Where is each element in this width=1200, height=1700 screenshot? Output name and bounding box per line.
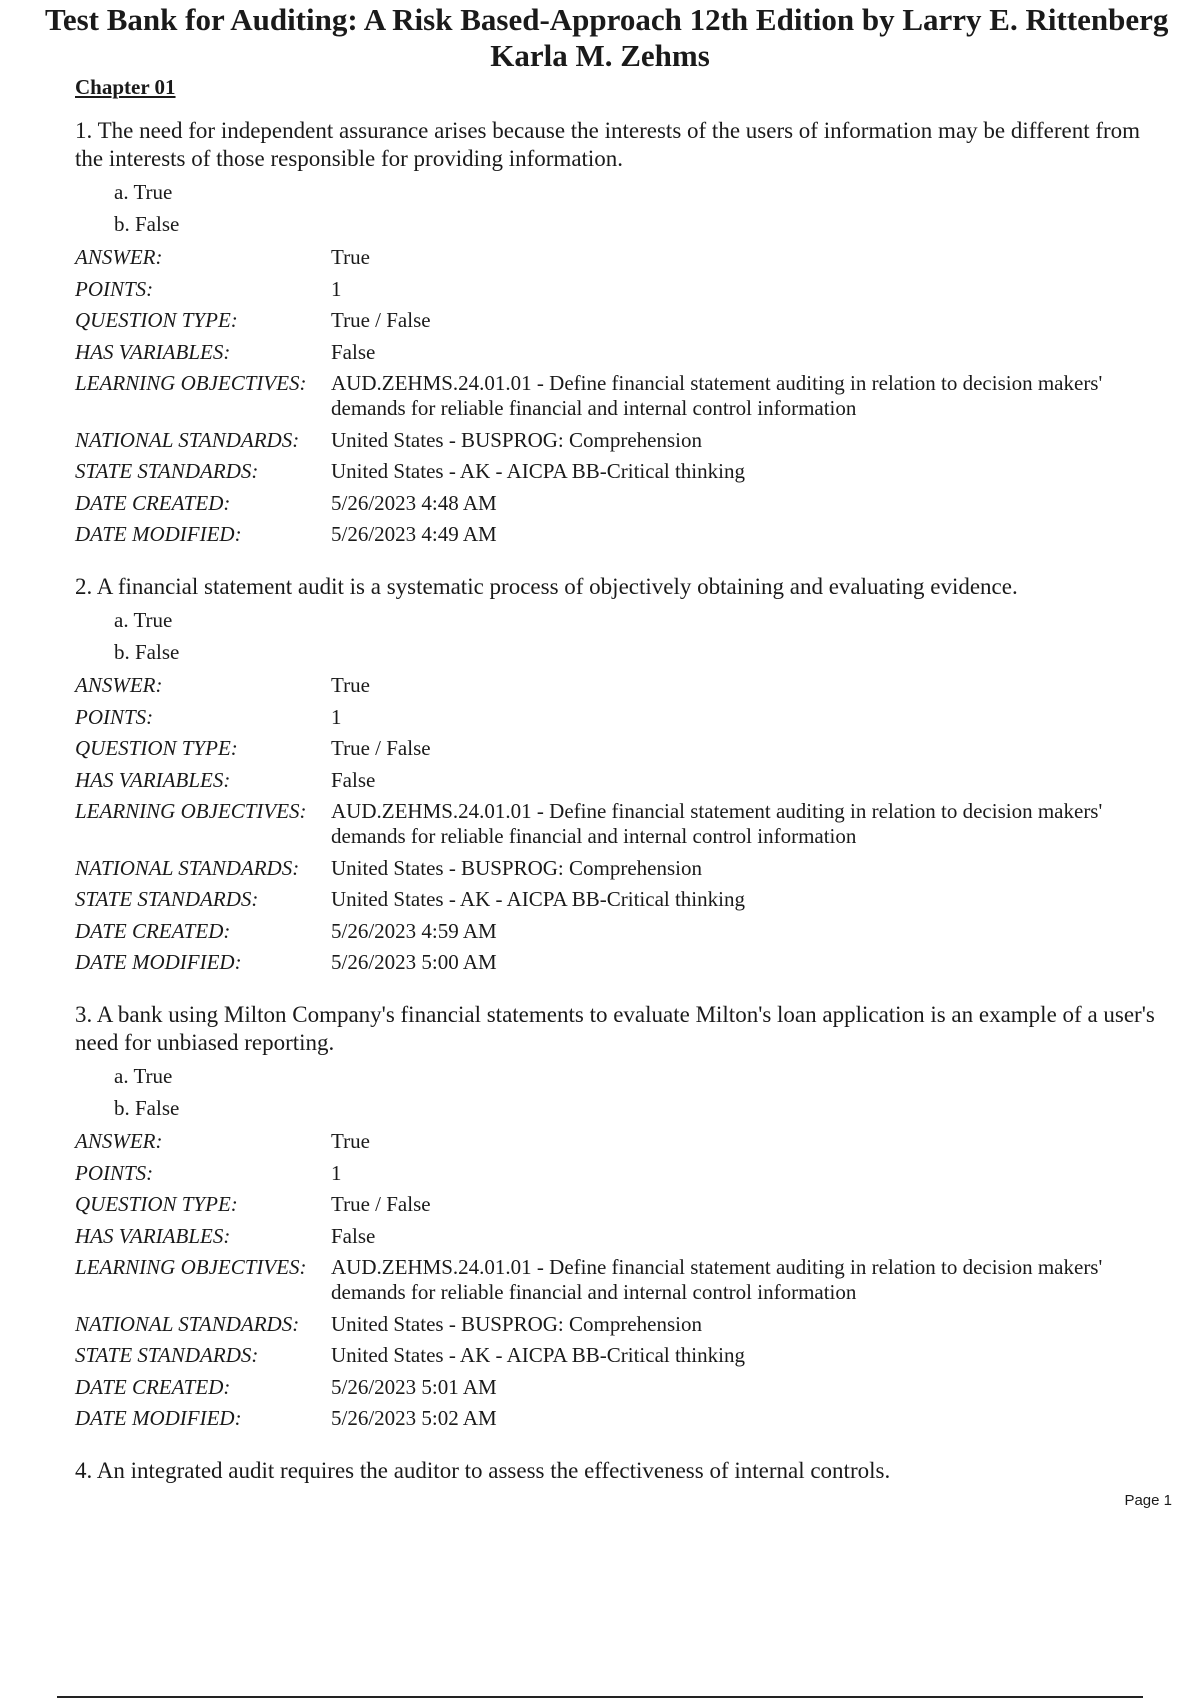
question-3: [75, 1001, 1165, 1435]
learning-objectives-value: AUD.ZEHMS.24.01.01 - Define financial statement auditing in relation to decision makers' demands for reliable financial and internal control information: [331, 1255, 1103, 1304]
meta-key: POINTS:: [75, 276, 154, 301]
question-4: [75, 1457, 1165, 1485]
answer-options: [114, 177, 1165, 240]
has-variables-value: False: [331, 339, 376, 364]
meta-row-state-standards: [75, 884, 1165, 916]
question-type-value: True / False: [331, 736, 431, 760]
meta-key: POINTS:: [75, 704, 154, 729]
option-a: a. True: [114, 180, 173, 204]
meta-row-date-created: [75, 1372, 1165, 1404]
meta-key: NATIONAL STANDARDS:: [75, 855, 300, 880]
answer-options: [114, 605, 1165, 668]
meta-key: ANSWER:: [75, 673, 163, 697]
chapter-heading: Chapter 01: [75, 75, 176, 99]
state-standards-value: United States - AK - AICPA BB-Critical thinking: [331, 459, 745, 483]
meta-row-points: [75, 274, 1165, 306]
meta-key: DATE CREATED:: [75, 918, 231, 943]
national-standards-value: United States - BUSPROG: Comprehension: [331, 1311, 702, 1336]
meta-row-learning-objectives: [75, 1252, 1165, 1309]
meta-key: STATE STANDARDS:: [75, 887, 259, 911]
meta-row-question-type: [75, 1189, 1165, 1221]
meta-row-date-created: [75, 916, 1165, 948]
option-b: b. False: [114, 211, 180, 236]
learning-objectives-value: AUD.ZEHMS.24.01.01 - Define financial statement auditing in relation to decision makers' demands for reliable financial and internal control information: [331, 371, 1103, 420]
date-modified-value: 5/26/2023 4:49 AM: [331, 522, 497, 546]
meta-row-learning-objectives: [75, 368, 1165, 425]
option-b: b. False: [114, 639, 180, 664]
meta-key: POINTS:: [75, 1160, 154, 1185]
national-standards-value: United States - BUSPROG: Comprehension: [331, 427, 702, 452]
answer-value: True: [331, 1129, 370, 1153]
meta-row-points: [75, 702, 1165, 734]
national-standards-value: United States - BUSPROG: Comprehension: [331, 855, 702, 880]
state-standards-value: United States - AK - AICPA BB-Critical thinking: [331, 1343, 745, 1367]
meta-row-answer: [75, 242, 1165, 274]
meta-row-national-standards: [75, 853, 1165, 885]
meta-row-question-type: [75, 733, 1165, 765]
points-value: 1: [331, 276, 342, 301]
meta-key: HAS VARIABLES:: [75, 339, 231, 364]
meta-row-national-standards: [75, 1309, 1165, 1341]
document-title: [0, 2, 1200, 74]
meta-row-learning-objectives: [75, 796, 1165, 853]
question-text: 2. A financial statement audit is a systematic process of objectively obtaining and evaluating evidence.: [75, 574, 1018, 599]
meta-row-has-variables: [75, 337, 1165, 369]
document-title-line-2: Karla M. Zehms: [490, 38, 710, 73]
state-standards-value: United States - AK - AICPA BB-Critical thinking: [331, 887, 745, 911]
meta-row-date-modified: [75, 519, 1165, 551]
date-modified-value: 5/26/2023 5:00 AM: [331, 950, 497, 974]
question-text: 1. The need for independent assurance arises because the interests of the users of information may be different from the interests of those responsible for providing information.: [75, 118, 1141, 171]
meta-key: ANSWER:: [75, 245, 163, 269]
page-number: Page 1: [1124, 1492, 1172, 1509]
meta-key: LEARNING OBJECTIVES:: [75, 371, 307, 395]
meta-key: STATE STANDARDS:: [75, 1343, 259, 1367]
question-2: [75, 573, 1165, 979]
meta-row-date-modified: [75, 947, 1165, 979]
has-variables-value: False: [331, 767, 376, 792]
meta-row-question-type: [75, 305, 1165, 337]
answer-value: True: [331, 673, 370, 697]
meta-key: HAS VARIABLES:: [75, 1223, 231, 1248]
meta-key: DATE MODIFIED:: [75, 1406, 242, 1430]
meta-key: DATE CREATED:: [75, 1374, 231, 1399]
meta-key: DATE MODIFIED:: [75, 950, 242, 974]
meta-row-state-standards: [75, 456, 1165, 488]
answer-value: True: [331, 245, 370, 269]
meta-key: STATE STANDARDS:: [75, 459, 259, 483]
answer-options: [114, 1061, 1165, 1124]
question-text: 3. A bank using Milton Company's financial statements to evaluate Milton's loan application is an example of a user's need for unbiased reporting.: [75, 1002, 1155, 1055]
meta-key: DATE CREATED:: [75, 490, 231, 515]
meta-row-has-variables: [75, 765, 1165, 797]
meta-row-answer: [75, 1126, 1165, 1158]
meta-key: LEARNING OBJECTIVES:: [75, 799, 307, 823]
meta-row-points: [75, 1158, 1165, 1190]
date-created-value: 5/26/2023 4:59 AM: [331, 918, 497, 943]
option-a: a. True: [114, 1064, 173, 1088]
question-text: 4. An integrated audit requires the auditor to assess the effectiveness of internal controls.: [75, 1458, 891, 1483]
question-1: [75, 117, 1165, 551]
meta-row-state-standards: [75, 1340, 1165, 1372]
question-type-value: True / False: [331, 308, 431, 332]
option-b: b. False: [114, 1095, 180, 1120]
bottom-divider: [57, 1696, 1143, 1698]
meta-row-date-modified: [75, 1403, 1165, 1435]
meta-key: NATIONAL STANDARDS:: [75, 427, 300, 452]
meta-key: NATIONAL STANDARDS:: [75, 1311, 300, 1336]
has-variables-value: False: [331, 1223, 376, 1248]
points-value: 1: [331, 704, 342, 729]
meta-row-national-standards: [75, 425, 1165, 457]
learning-objectives-value: AUD.ZEHMS.24.01.01 - Define financial statement auditing in relation to decision makers' demands for reliable financial and internal control information: [331, 799, 1103, 848]
meta-row-date-created: [75, 488, 1165, 520]
meta-key: DATE MODIFIED:: [75, 522, 242, 546]
meta-key: ANSWER:: [75, 1129, 163, 1153]
meta-key: QUESTION TYPE:: [75, 1192, 238, 1216]
meta-row-answer: [75, 670, 1165, 702]
date-modified-value: 5/26/2023 5:02 AM: [331, 1406, 497, 1430]
date-created-value: 5/26/2023 5:01 AM: [331, 1374, 497, 1399]
points-value: 1: [331, 1160, 342, 1185]
question-metadata: [75, 242, 1165, 551]
meta-key: QUESTION TYPE:: [75, 308, 238, 332]
question-type-value: True / False: [331, 1192, 431, 1216]
question-metadata: [75, 1126, 1165, 1435]
option-a: a. True: [114, 608, 173, 632]
meta-key: LEARNING OBJECTIVES:: [75, 1255, 307, 1279]
meta-key: QUESTION TYPE:: [75, 736, 238, 760]
meta-row-has-variables: [75, 1221, 1165, 1253]
date-created-value: 5/26/2023 4:48 AM: [331, 490, 497, 515]
meta-key: HAS VARIABLES:: [75, 767, 231, 792]
document-title-line-1: Test Bank for Auditing: A Risk Based-Approach 12th Edition by Larry E. Rittenberg: [45, 2, 1169, 37]
question-metadata: [75, 670, 1165, 979]
